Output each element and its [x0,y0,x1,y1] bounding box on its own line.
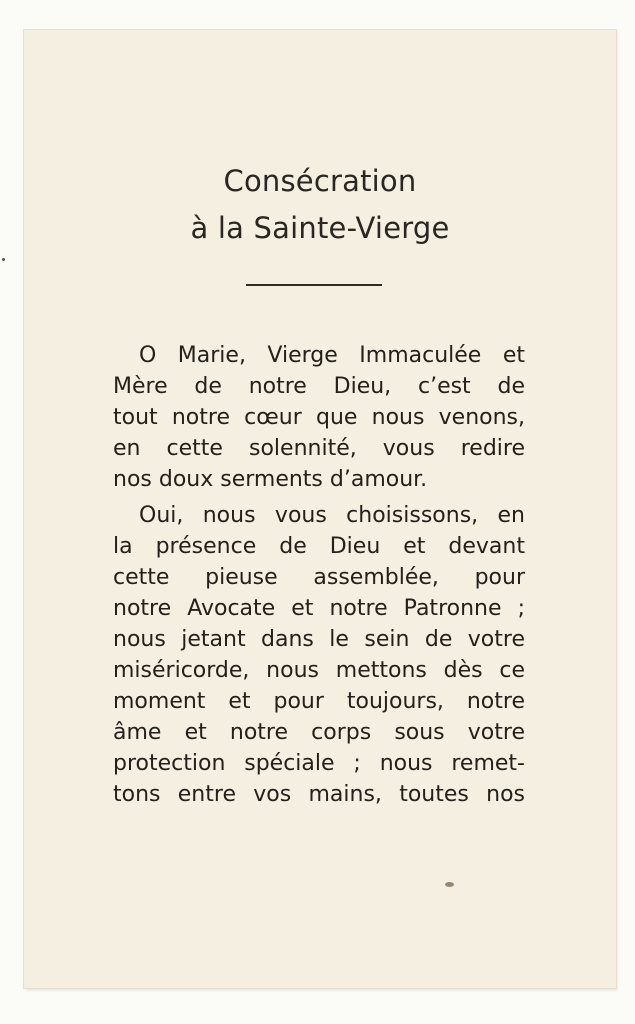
text-line: la présence de Dieu et devant [113,534,525,559]
text-line: tout notre cœur que nous venons, [113,405,525,430]
text-line: nous jetant dans le sein de votre [113,627,525,652]
text-line: protection spéciale ; nous remet- [113,751,525,776]
text-line: moment et pour toujours, notre [113,689,525,714]
title-divider [246,284,382,286]
text-line: Oui, nous vous choisissons, en [139,503,525,528]
text-line: notre Avocate et notre Patronne ; [113,596,525,621]
scan-dust-mark [2,258,5,261]
prayer-card [24,30,616,988]
text-line: miséricorde, nous mettons dès ce [113,658,525,683]
text-line: tons entre vos mains, toutes nos [113,782,525,807]
text-line: nos doux serments d’amour. [113,467,428,492]
text-line: âme et notre corps sous votre [113,720,525,745]
card-title-line-1: Consécration [223,164,417,198]
prayer-paragraph-2 [113,500,525,810]
paper-speck [445,882,454,887]
text-line: O Marie, Vierge Immaculée et [139,343,525,368]
text-line: Mère de notre Dieu, c’est de [113,374,525,399]
prayer-paragraph-1 [113,340,525,495]
text-line: cette pieuse assemblée, pour [113,565,525,590]
card-title-line-2: à la Sainte-Vierge [190,211,450,245]
text-line: en cette solennité, vous redire [113,436,525,461]
